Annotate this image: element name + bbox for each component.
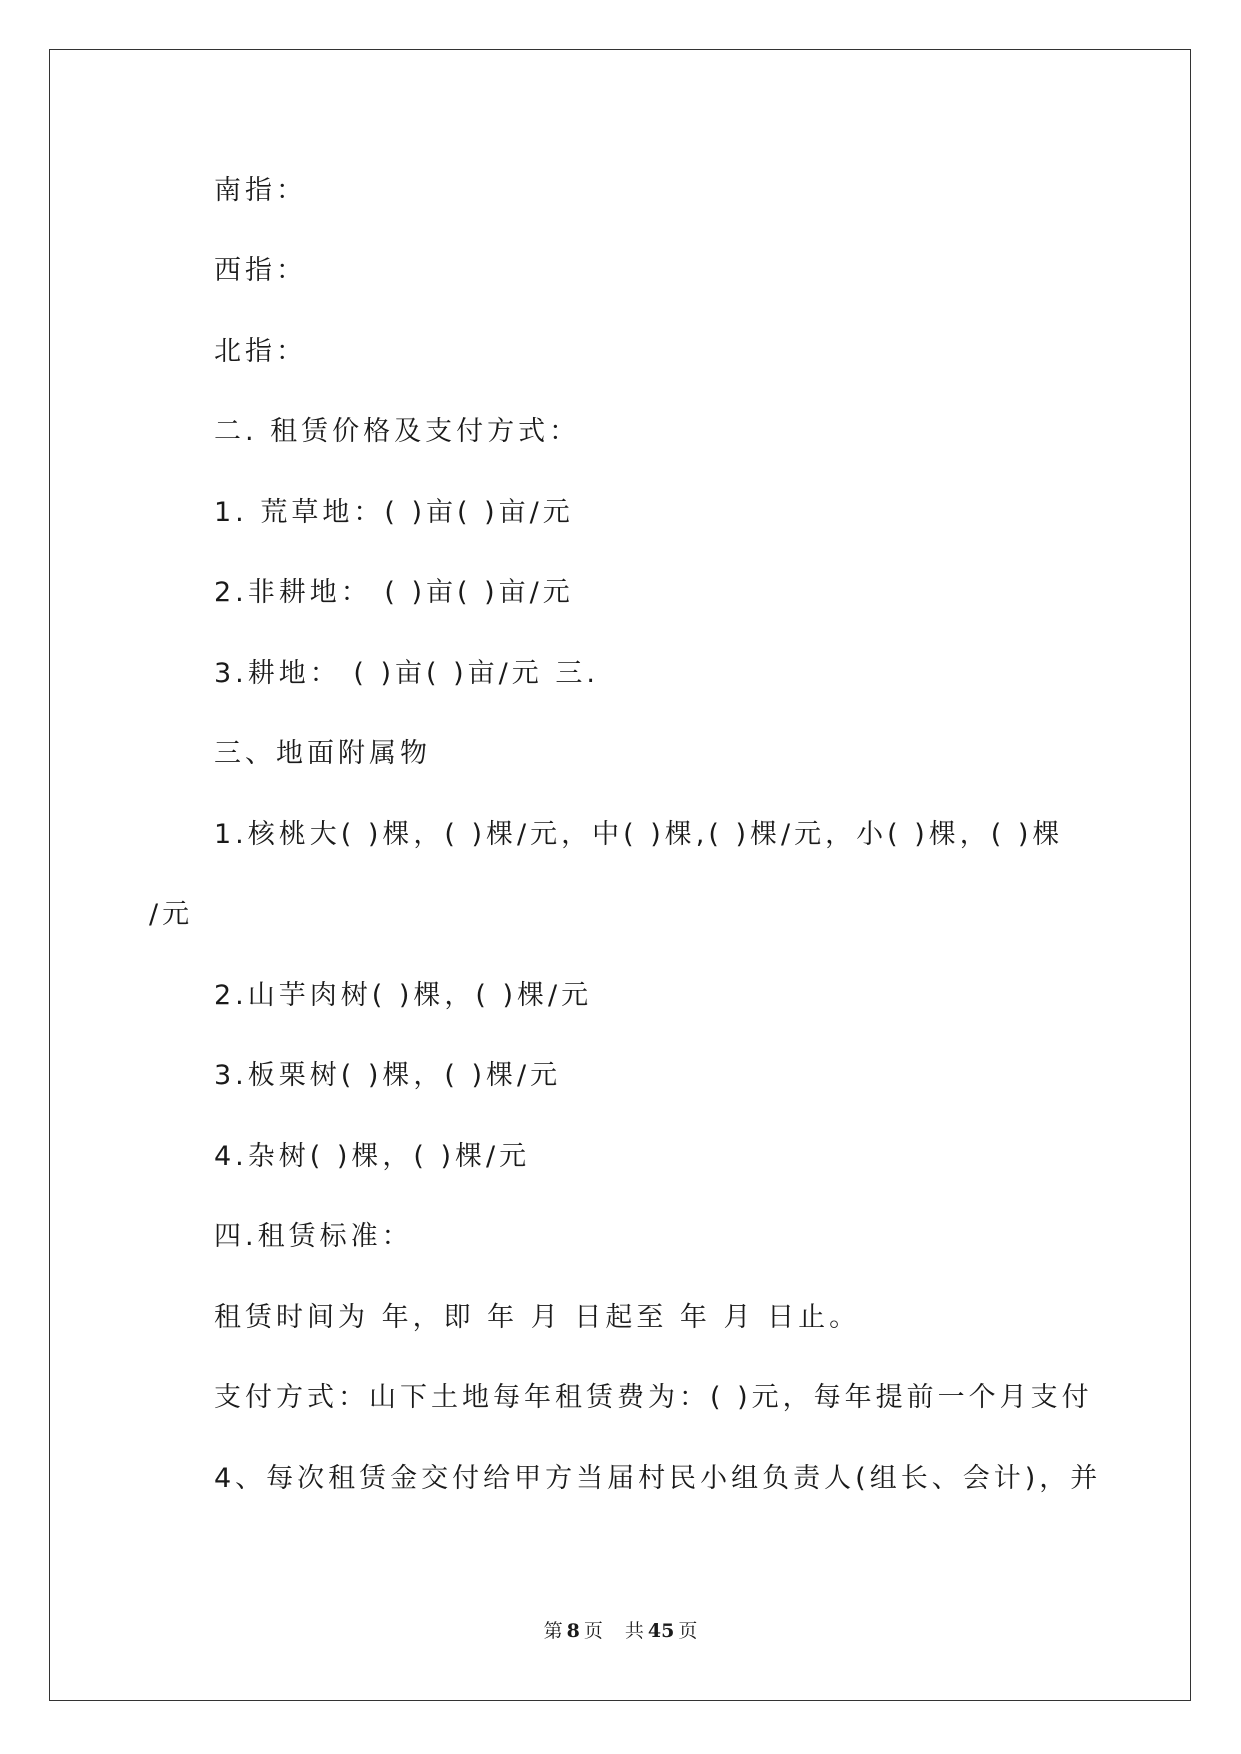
footer-total-prefix: 共 <box>624 1620 644 1642</box>
text-line-payment-recipient: 4、每次租赁金交付给甲方当届村民小组负责人(组长、会计)，并 <box>214 1463 1102 1494</box>
section-heading-standard: 四.租赁标准： <box>214 1221 413 1252</box>
text-line-walnut: 1.核桃大( )棵，( )棵/元，中( )棵,( )棵/元，小( )棵，( )棵 <box>214 819 1064 850</box>
footer-total-pages: 45 <box>647 1620 675 1642</box>
text-line-north: 北指： <box>214 336 307 367</box>
section-heading-attachments: 三、地面附属物 <box>214 738 431 769</box>
text-line-misc-tree: 4.杂树( )棵，( )棵/元 <box>214 1141 531 1172</box>
text-line-west: 西指： <box>214 255 307 286</box>
text-line-non-arable: 2.非耕地： ( )亩( )亩/元 <box>214 577 574 608</box>
text-line-chestnut-tree: 3.板栗树( )棵，( )棵/元 <box>214 1060 562 1091</box>
footer-page-suffix: 页 <box>583 1620 603 1642</box>
page-border <box>49 49 1191 1701</box>
footer-page-number: 8 <box>566 1620 580 1642</box>
footer-page-prefix: 第 <box>543 1620 563 1642</box>
text-line-lease-period: 租赁时间为 年，即 年 月 日起至 年 月 日止。 <box>214 1302 861 1333</box>
footer-total-suffix: 页 <box>678 1620 698 1642</box>
text-line-wasteland: 1. 荒草地：( )亩( )亩/元 <box>214 497 574 528</box>
section-heading-pricing: 二. 租赁价格及支付方式： <box>214 416 581 447</box>
text-line-payment-method: 支付方式：山下土地每年租赁费为：( )元，每年提前一个月支付 <box>214 1382 1093 1413</box>
text-line-south: 南指： <box>214 175 307 206</box>
text-line-arable: 3.耕地： ( )亩( )亩/元 三. <box>214 658 599 689</box>
text-line-walnut-continued: /元 <box>149 899 194 930</box>
page-footer <box>0 1616 1241 1643</box>
text-line-cornel-tree: 2.山芋肉树( )棵，( )棵/元 <box>214 980 593 1011</box>
